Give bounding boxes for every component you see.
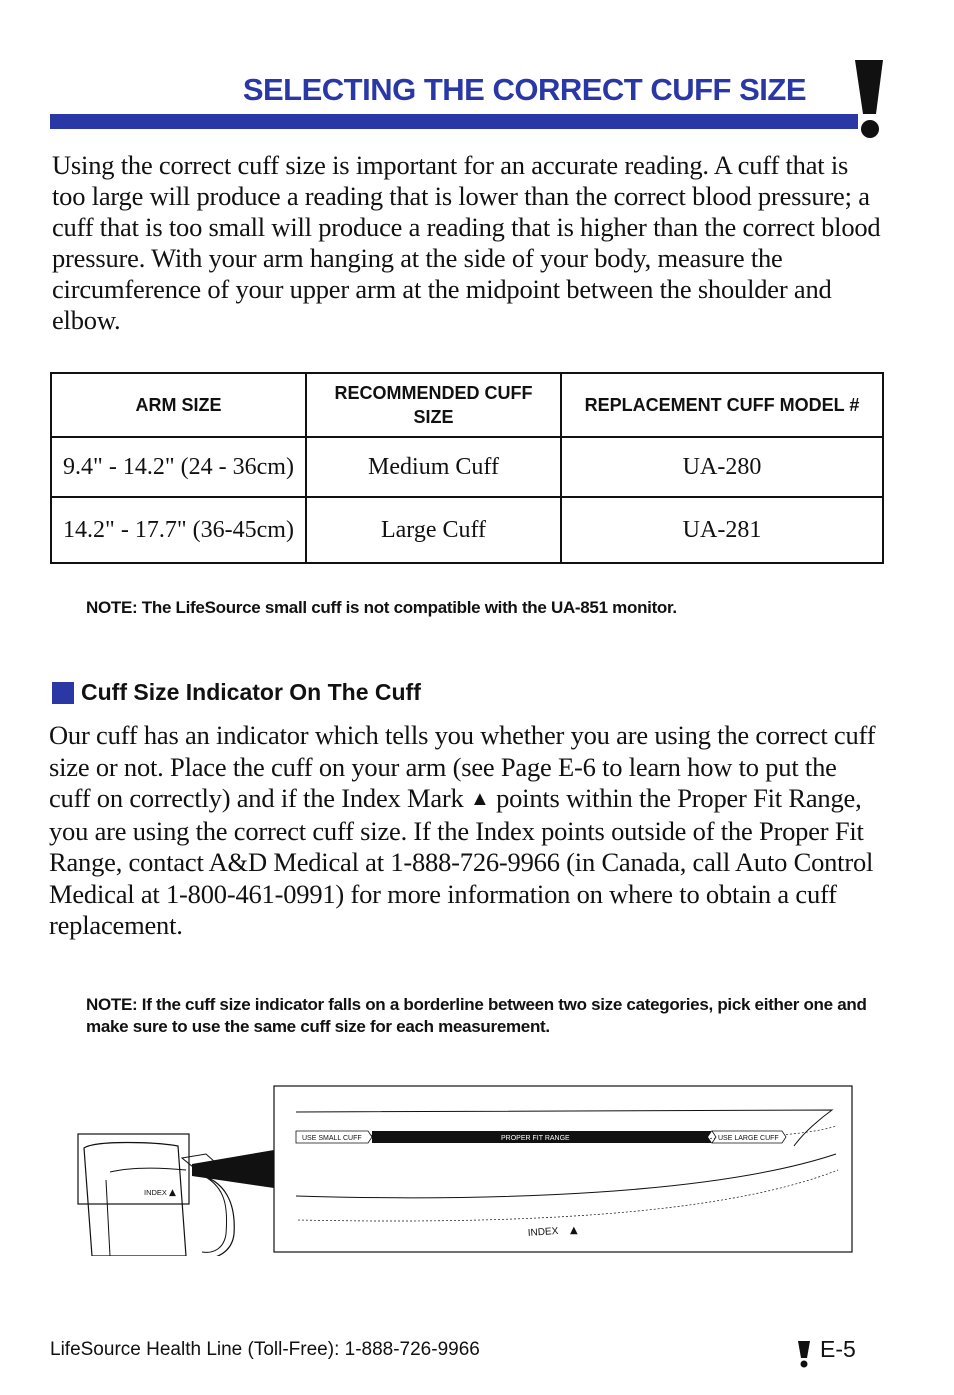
index-small-label: INDEX: [144, 1188, 167, 1197]
cuff-indicator-illustration: [76, 1084, 856, 1256]
section-heading: Cuff Size Indicator On The Cuff: [81, 679, 421, 705]
exclamation-icon: [850, 56, 890, 140]
cuff-size-cell: Large Cuff: [306, 497, 561, 563]
triangle-up-icon: ▲: [470, 788, 490, 810]
exclamation-icon: [796, 1340, 812, 1368]
arm-size-cell: 14.2" - 17.7" (36-45cm): [51, 497, 306, 563]
intro-paragraph: Using the correct cuff size is important for an accurate reading. A cuff that is too large will produce a reading that is lower than the correct blood pressure; a cuff that is too small will produce a reading that is higher than the correct blood pressure. With your arm hanging at the side of your body, measure the circumference of your upper arm at the midpoint between the shoulder and elbow.: [52, 150, 881, 335]
compatibility-note: NOTE: The LifeSource small cuff is not compatible with the UA-851 monitor.: [86, 598, 677, 617]
indicator-paragraph: [49, 720, 879, 942]
use-small-cuff-label: USE SMALL CUFF: [302, 1135, 362, 1142]
cuff-size-cell: Medium Cuff: [306, 437, 561, 497]
footer-health-line: LifeSource Health Line (Toll-Free): 1-888-726-9966: [50, 1339, 480, 1360]
model-cell: UA-281: [561, 497, 883, 563]
index-label: INDEX: [527, 1225, 559, 1239]
paragraph-text: points within the Proper Fit Range, you are using the correct cuff size. If the Index points outside of the Proper Fit Range, contact A&D Medical at 1-888-726-9966 (in Canada, call Auto Control Medical at 1-800-461-0991) for more information on where to obtain a cuff replacement.: [49, 783, 874, 940]
triangle-up-icon: ▲: [169, 1188, 176, 1198]
table-row: [51, 437, 883, 497]
table-row: [51, 497, 883, 563]
page-title: SELECTING THE CORRECT CUFF SIZE: [242, 72, 806, 107]
header-replacement-model: REPLACEMENT CUFF MODEL #: [561, 373, 883, 437]
arm-size-cell: 9.4" - 14.2" (24 - 36cm): [51, 437, 306, 497]
paragraph-text: Our cuff has an indicator which tells you whether you are using the correct cuff size or not. Place the cuff on your arm (see Page E-6 to learn how to put the cuff on correctly) and if the Index Mark: [49, 720, 876, 813]
borderline-note: NOTE: If the cuff size indicator falls on a borderline between two size categories, pick either one and make sure to use the same cuff size for each measurement.: [86, 995, 867, 1036]
model-cell: UA-280: [561, 437, 883, 497]
triangle-up-icon: ▲: [570, 1225, 578, 1236]
title-rule: [50, 114, 858, 129]
proper-fit-range-label: PROPER FIT RANGE: [501, 1135, 570, 1142]
header-recommended-cuff: RECOMMENDED CUFF SIZE: [306, 373, 561, 437]
use-large-cuff-label: USE LARGE CUFF: [718, 1135, 779, 1142]
square-bullet-icon: [52, 682, 74, 704]
header-arm-size: ARM SIZE: [51, 373, 306, 437]
cuff-size-table: [50, 372, 884, 564]
page-number: E-5: [820, 1336, 856, 1362]
